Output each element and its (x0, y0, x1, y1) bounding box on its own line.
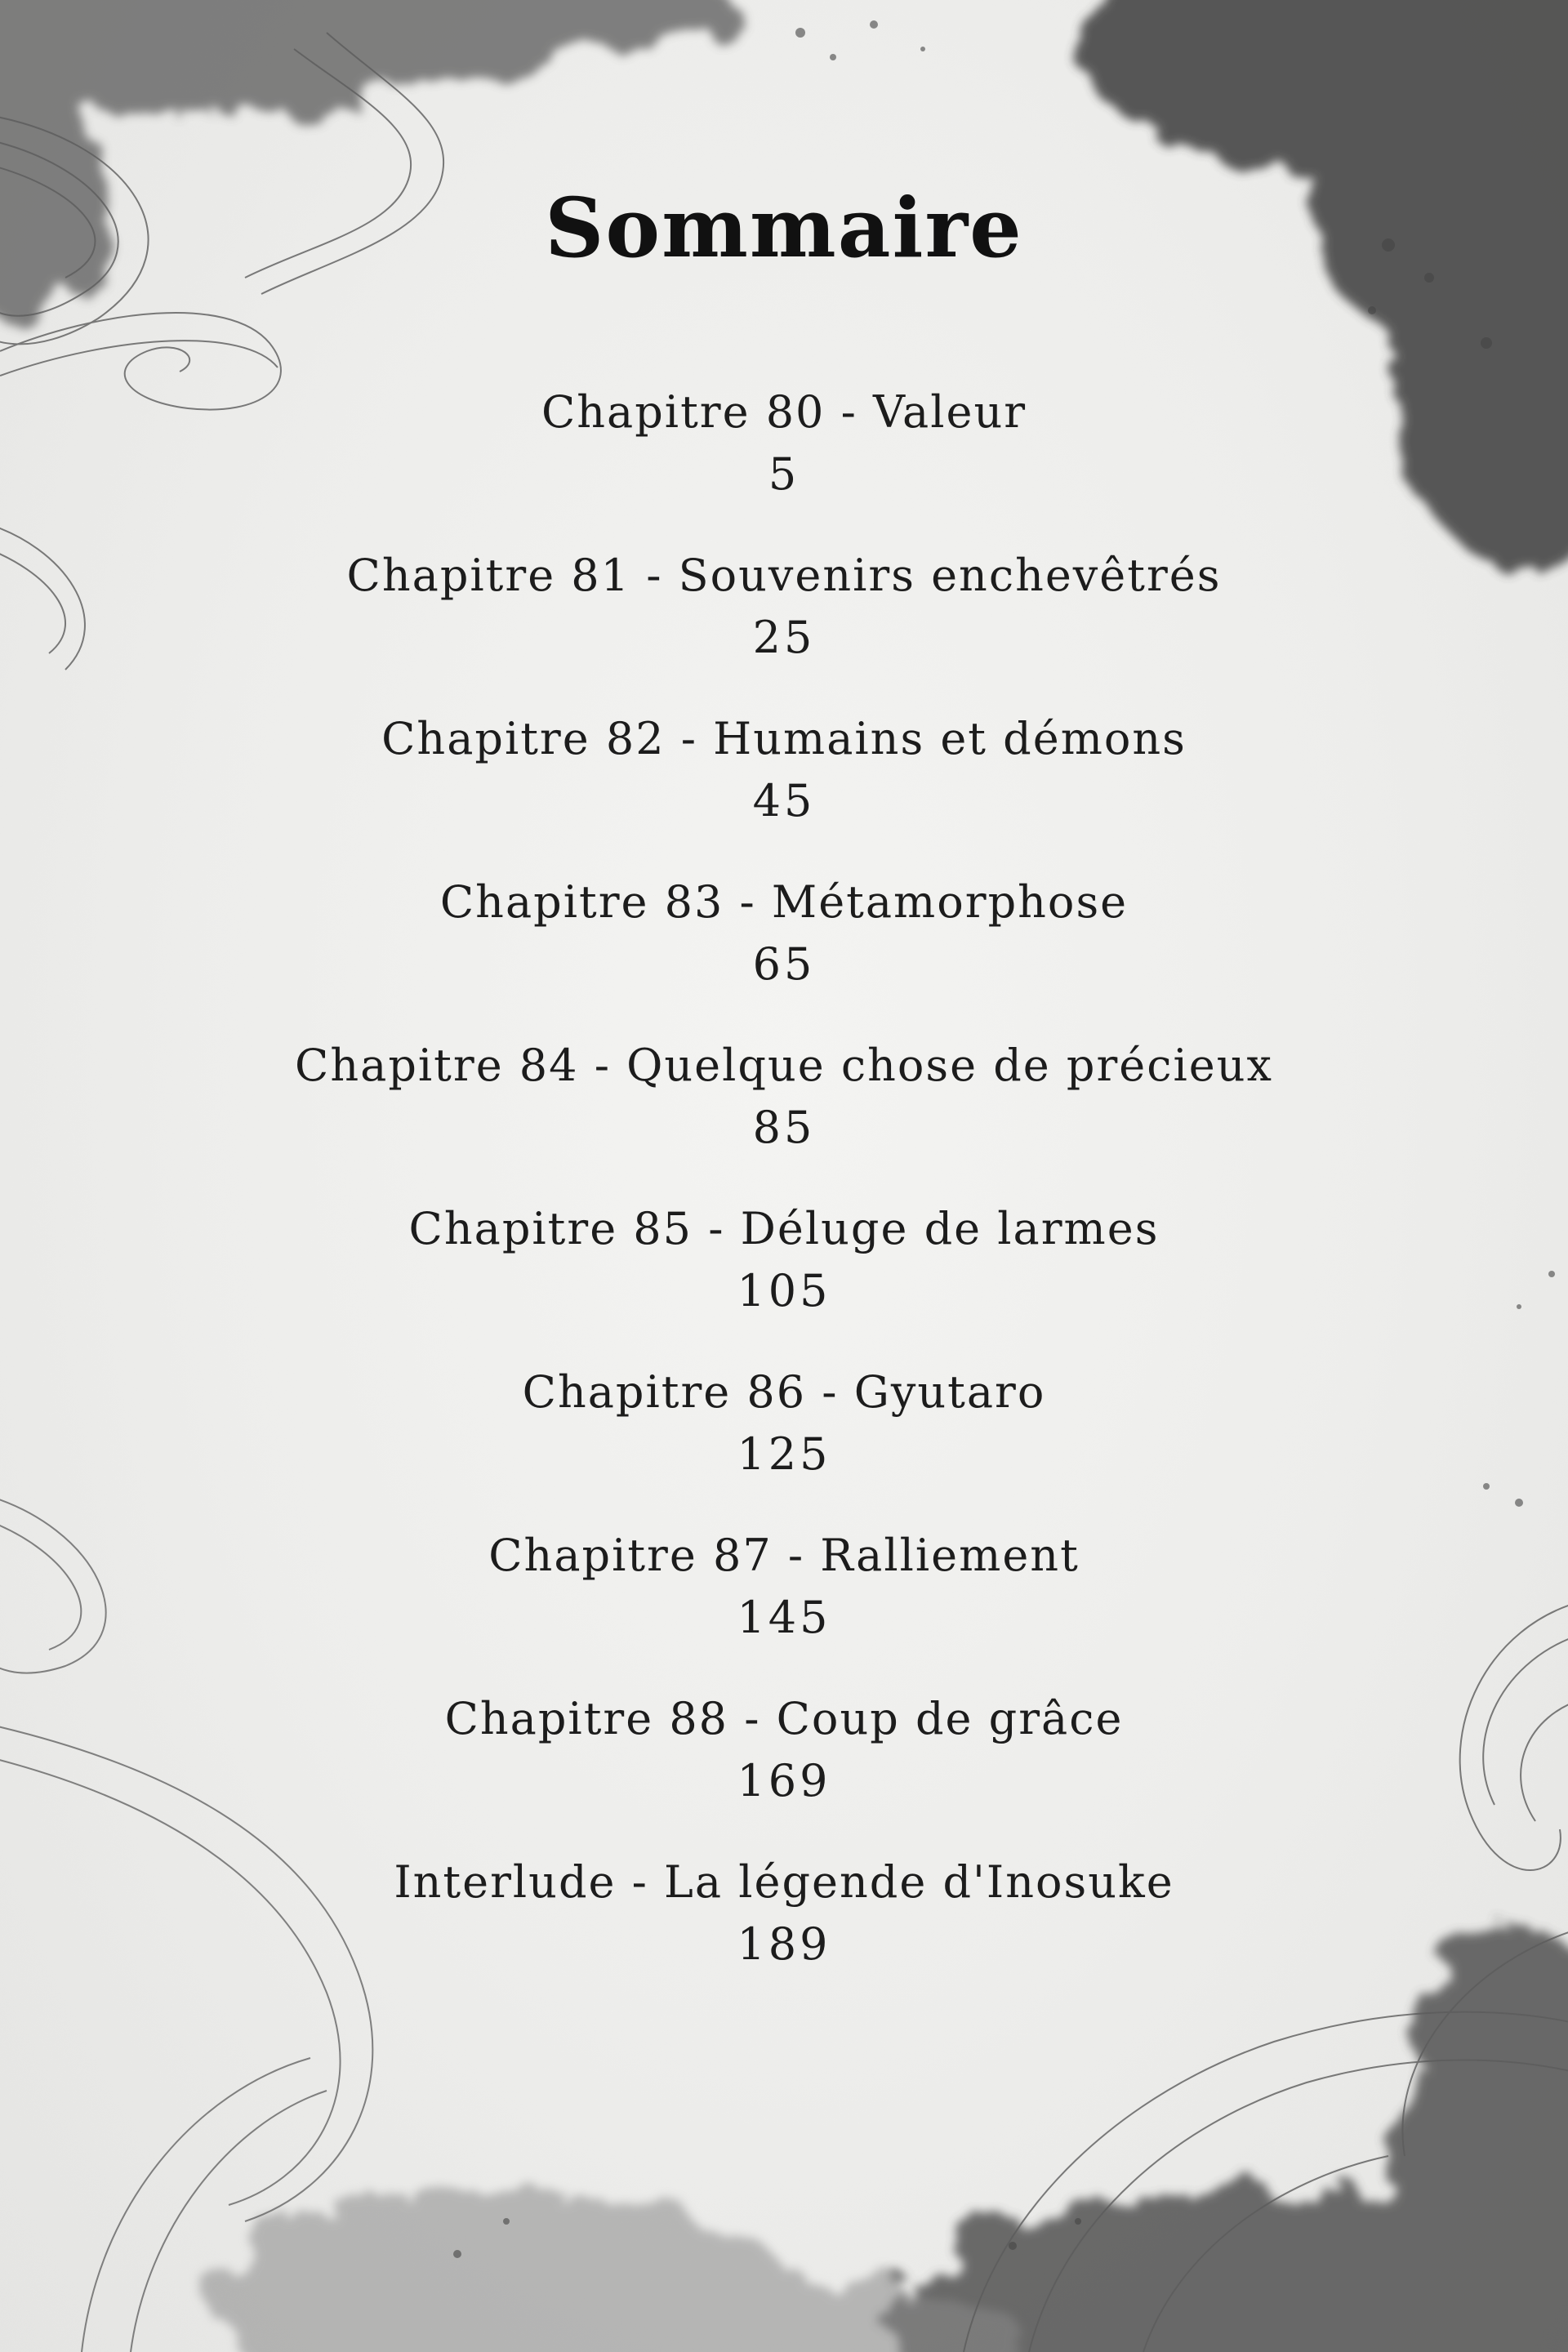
chapter-title: Chapitre 86 - Gyutaro (522, 1366, 1046, 1418)
toc-entry (0, 1527, 1568, 1690)
toc-entry (0, 1690, 1568, 1854)
toc-entry (0, 547, 1568, 710)
chapter-title: Chapitre 87 - Ralliement (488, 1530, 1080, 1581)
page-number: 25 (752, 612, 816, 663)
chapter-title: Interlude - La légende d'Inosuke (394, 1856, 1174, 1908)
chapter-title: Chapitre 85 - Déluge de larmes (408, 1203, 1160, 1254)
page-number: 189 (737, 1918, 831, 1970)
toc-entry (0, 1037, 1568, 1200)
page-number: 105 (737, 1265, 831, 1316)
page-number: 45 (752, 775, 816, 826)
chapter-title: Chapitre 81 - Souvenirs enchevêtrés (346, 550, 1222, 601)
chapter-list (0, 384, 1568, 2017)
toc-entry (0, 1200, 1568, 1364)
toc-entry (0, 710, 1568, 874)
chapter-title: Chapitre 84 - Quelque chose de précieux (295, 1040, 1273, 1091)
toc-entry (0, 874, 1568, 1037)
page-number: 65 (752, 938, 816, 990)
page-number: 125 (737, 1428, 831, 1480)
page-number: 145 (737, 1592, 831, 1643)
chapter-title: Chapitre 88 - Coup de grâce (444, 1693, 1124, 1744)
toc-entry (0, 1364, 1568, 1527)
page-number: 5 (768, 448, 800, 500)
chapter-title: Chapitre 80 - Valeur (541, 386, 1027, 438)
chapter-title: Chapitre 82 - Humains et démons (381, 713, 1187, 764)
page-number: 169 (737, 1755, 831, 1806)
page-title: Sommaire (545, 180, 1023, 276)
page-number: 85 (752, 1102, 816, 1153)
toc-entry (0, 384, 1568, 547)
chapter-title: Chapitre 83 - Métamorphose (439, 876, 1129, 928)
toc-entry (0, 1854, 1568, 2017)
